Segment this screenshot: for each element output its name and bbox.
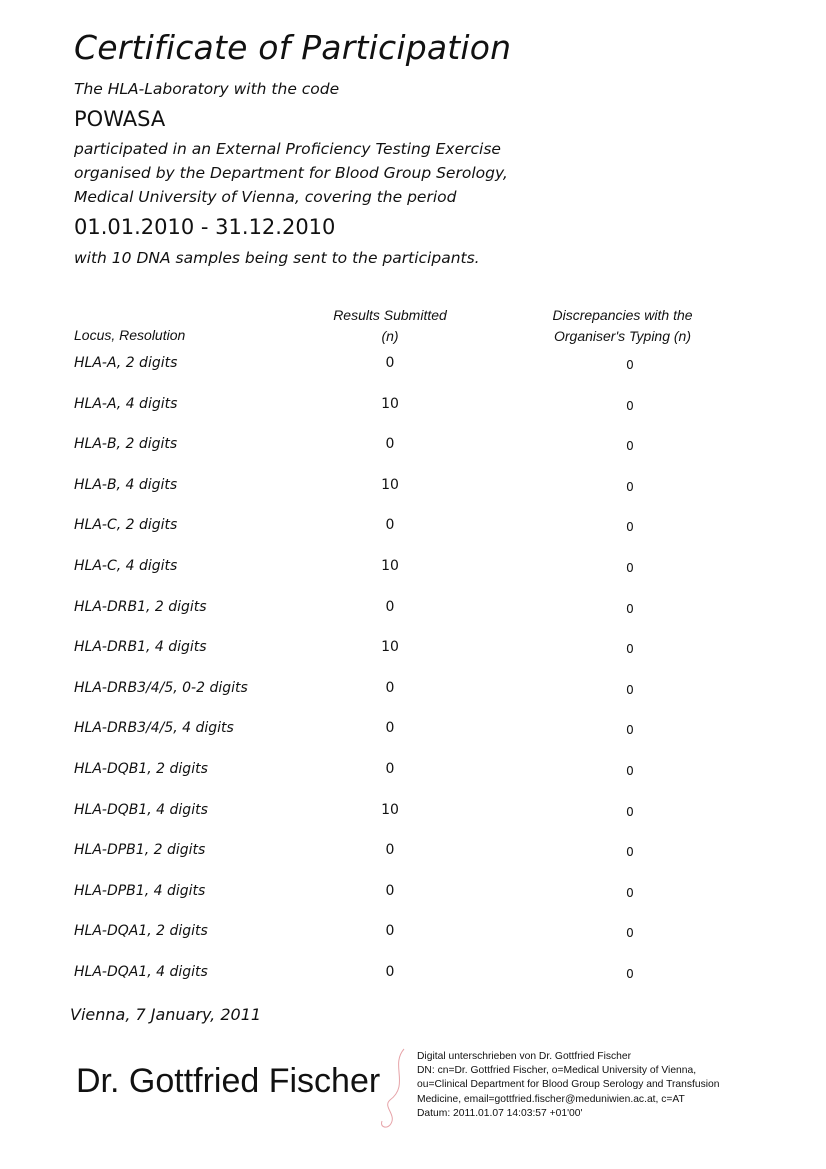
table-row — [0, 883, 826, 905]
cell-discrepancies: 0 — [626, 439, 634, 453]
cell-discrepancies: 0 — [626, 926, 634, 940]
cell-discrepancies: 0 — [626, 358, 634, 372]
period: 01.01.2010 - 31.12.2010 — [74, 215, 336, 239]
cell-results: 10 — [381, 802, 399, 818]
cell-discrepancies: 0 — [626, 602, 634, 616]
cell-locus: HLA-DPB1, 4 digits — [74, 883, 206, 899]
body-line-3: Medical University of Vienna, covering the period — [74, 188, 457, 206]
cell-discrepancies: 0 — [626, 805, 634, 819]
table-row — [0, 680, 826, 702]
table-row — [0, 517, 826, 539]
cell-results: 10 — [381, 477, 399, 493]
cell-results: 0 — [385, 761, 395, 777]
digital-signature-line: ou=Clinical Department for Blood Group Serology and Transfusion — [417, 1079, 720, 1091]
cell-locus: HLA-DQB1, 4 digits — [74, 802, 208, 818]
cell-locus: HLA-B, 4 digits — [74, 477, 178, 493]
lab-code: POWASA — [74, 107, 166, 131]
table-row — [0, 964, 826, 986]
digital-signature-line: Datum: 2011.01.07 14:03:57 +01'00' — [417, 1107, 583, 1119]
header-disc-line1: Discrepancies with the — [552, 307, 693, 323]
cell-discrepancies: 0 — [626, 399, 634, 413]
samples-line: with 10 DNA samples being sent to the participants. — [74, 249, 480, 267]
cell-locus: HLA-C, 2 digits — [74, 517, 178, 533]
table-row — [0, 558, 826, 580]
cell-results: 0 — [385, 517, 395, 533]
cell-results: 0 — [385, 964, 395, 980]
digital-signature-line: DN: cn=Dr. Gottfried Fischer, o=Medical University of Vienna, — [417, 1065, 697, 1077]
table-row — [0, 477, 826, 499]
cell-discrepancies: 0 — [626, 723, 634, 737]
signature-mark-icon — [360, 1045, 420, 1130]
table-row — [0, 599, 826, 621]
cell-locus: HLA-A, 2 digits — [74, 355, 178, 371]
cell-results: 0 — [385, 883, 395, 899]
cell-discrepancies: 0 — [626, 520, 634, 534]
cell-results: 0 — [385, 680, 395, 696]
cell-locus: HLA-DRB1, 4 digits — [74, 639, 207, 655]
cell-locus: HLA-DPB1, 2 digits — [74, 842, 206, 858]
cell-discrepancies: 0 — [626, 886, 634, 900]
signature-name: Dr. Gottfried Fischer — [76, 1062, 381, 1100]
digital-signature-line: Medicine, email=gottfried.fischer@meduniwien.ac.at, c=AT — [417, 1093, 685, 1105]
cell-results: 10 — [381, 558, 399, 574]
table-row — [0, 355, 826, 377]
cell-results: 10 — [381, 396, 399, 412]
table-row — [0, 436, 826, 458]
cell-results: 0 — [385, 923, 395, 939]
cell-discrepancies: 0 — [626, 683, 634, 697]
cell-locus: HLA-A, 4 digits — [74, 396, 178, 412]
cell-locus: HLA-DQA1, 2 digits — [74, 923, 208, 939]
cell-results: 0 — [385, 436, 395, 452]
cell-results: 0 — [385, 355, 395, 371]
header-disc-line2: Organiser's Typing (n) — [553, 328, 691, 344]
cell-discrepancies: 0 — [626, 561, 634, 575]
cell-locus: HLA-C, 4 digits — [74, 558, 178, 574]
cell-locus: HLA-DQA1, 4 digits — [74, 964, 208, 980]
digital-signature-line: Digital unterschrieben von Dr. Gottfried Fischer — [417, 1051, 632, 1062]
certificate-title: Certificate of Participation — [74, 28, 512, 67]
cell-locus: HLA-DQB1, 2 digits — [74, 761, 208, 777]
table-row — [0, 802, 826, 824]
cell-locus: HLA-DRB3/4/5, 0-2 digits — [74, 680, 248, 696]
place-date: Vienna, 7 January, 2011 — [70, 1005, 262, 1024]
header-results-line2: (n) — [381, 328, 399, 344]
cell-locus: HLA-DRB1, 2 digits — [74, 599, 207, 615]
table-row — [0, 923, 826, 945]
table-row — [0, 720, 826, 742]
cell-discrepancies: 0 — [626, 642, 634, 656]
digital-signature-info — [417, 1050, 720, 1121]
cell-discrepancies: 0 — [626, 480, 634, 494]
cell-discrepancies: 0 — [626, 845, 634, 859]
cell-locus: HLA-B, 2 digits — [74, 436, 178, 452]
intro-line: The HLA-Laboratory with the code — [74, 80, 340, 98]
cell-locus: HLA-DRB3/4/5, 4 digits — [74, 720, 234, 736]
cell-results: 10 — [381, 639, 399, 655]
cell-discrepancies: 0 — [626, 967, 634, 981]
cell-results: 0 — [385, 599, 395, 615]
body-line-2: organised by the Department for Blood Group Serology, — [74, 164, 508, 182]
header-results-line1: Results Submitted — [333, 307, 447, 323]
table-row — [0, 396, 826, 418]
cell-results: 0 — [385, 720, 395, 736]
table-row — [0, 761, 826, 783]
table-row — [0, 842, 826, 864]
table-row — [0, 639, 826, 661]
header-locus: Locus, Resolution — [74, 327, 186, 343]
cell-discrepancies: 0 — [626, 764, 634, 778]
body-line-1: participated in an External Proficiency Testing Exercise — [74, 140, 501, 158]
cell-results: 0 — [385, 842, 395, 858]
